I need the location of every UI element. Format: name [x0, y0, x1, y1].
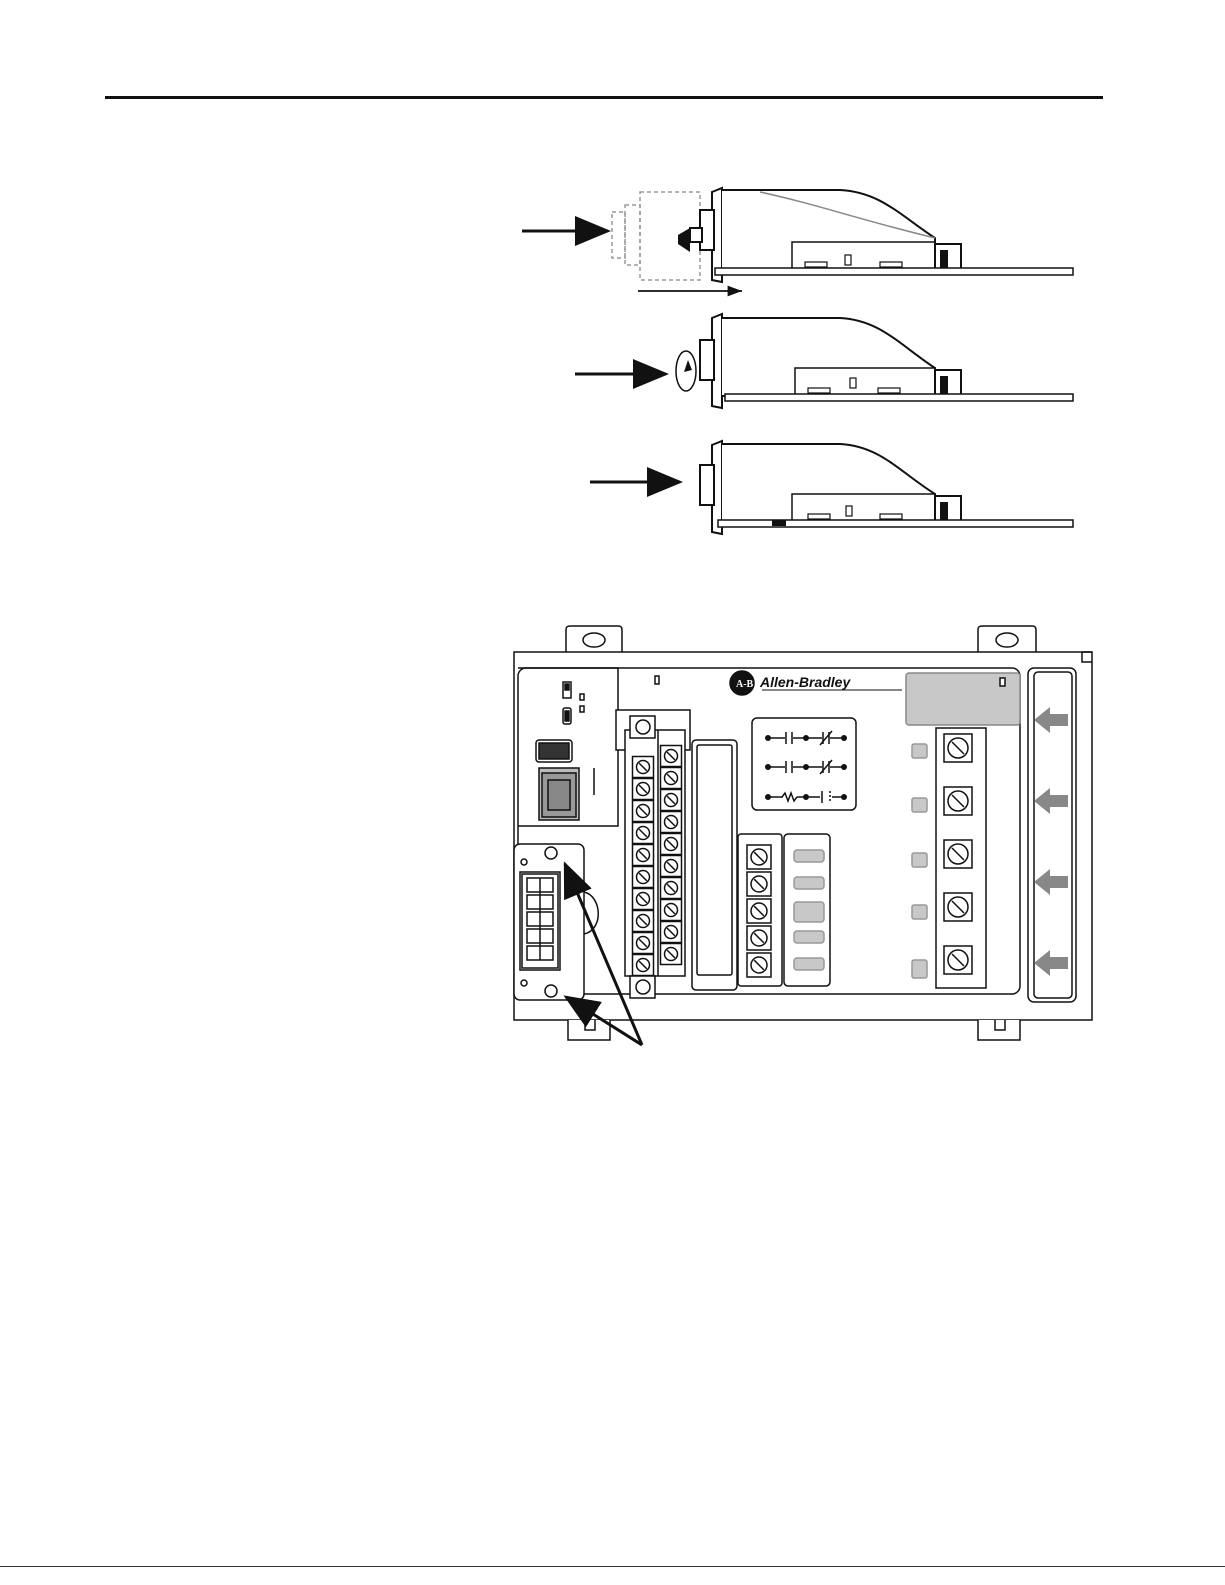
- insert-step-1: [522, 188, 1073, 291]
- footer-rule: [0, 1566, 1225, 1567]
- logo-mark: A-B: [736, 679, 754, 690]
- insert-step-3: [590, 441, 1073, 534]
- brand-name: Allen-Bradley: [760, 674, 851, 690]
- insert-step-2: [575, 314, 1073, 408]
- terminal-block-center: [747, 845, 771, 977]
